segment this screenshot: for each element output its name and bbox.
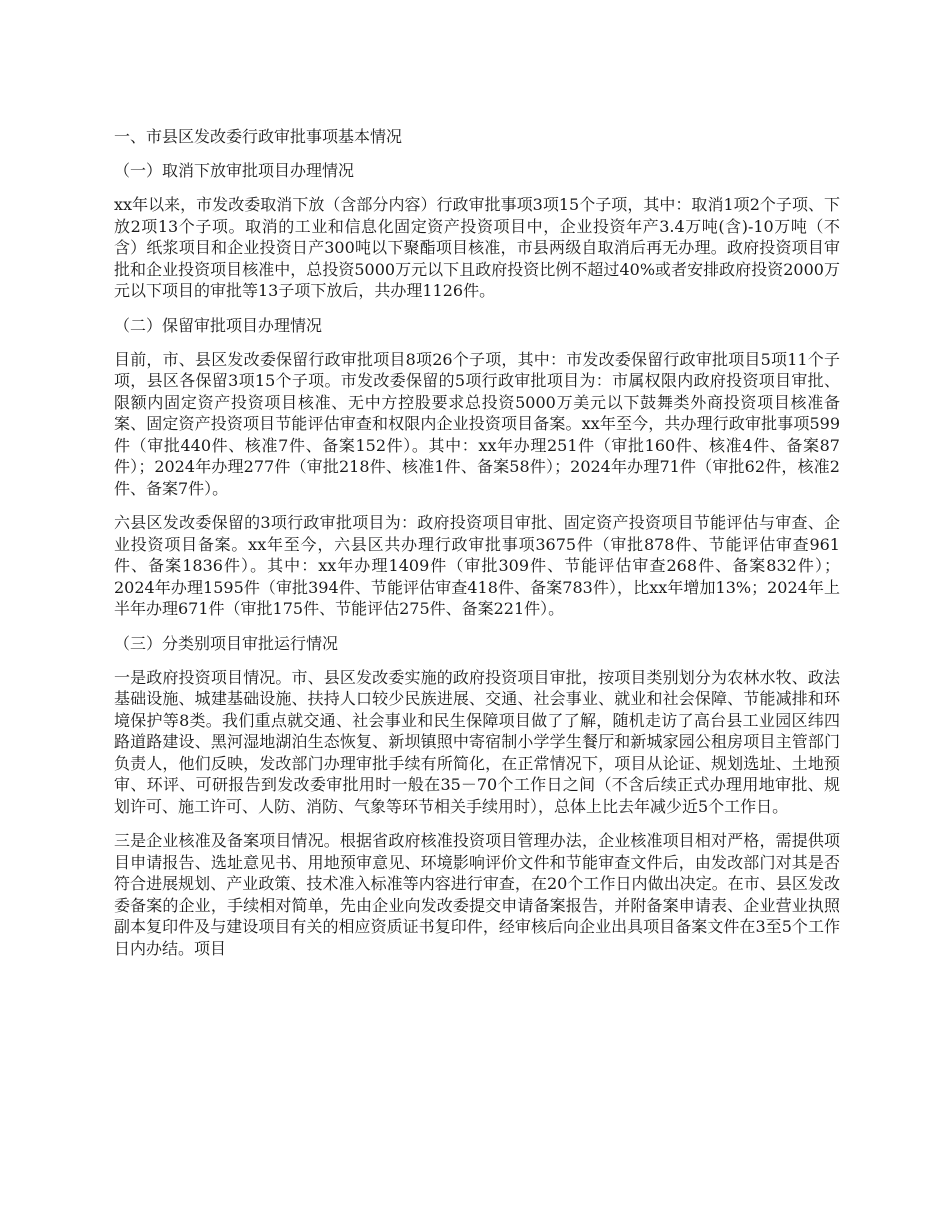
paragraph-1: xx年以来，市发改委取消下放（含部分内容）行政审批事项3项15个子项，其中：取消1项2个子项、下放2项13个子项。取消的工业和信息化固定资产投资项目中，企业投资年产3.4万吨(含)-10万吨（不含）纸浆项目和企业投资日产300吨以下聚酯项目核准，市县两级自取消后再无办理。政府投资项目审批和企业投资项目核准中，总投资5000万元以下且政府投资比例不超过40%或者安排政府投资2000万元以下项目的审批等13子项下放后，共办理1126件。	[114, 195, 840, 300]
paragraph-5: 三是企业核准及备案项目情况。根据省政府核准投资项目管理办法，企业核准项目相对严格，需提供项目申请报告、选址意见书、用地预审意见、环境影响评价文件和节能审查文件后，由发改部门对其是否符合进展规划、产业政策、技术准入标准等内容进行审查，在20个工作日内做出决定。在市、县区发改委备案的企业，手续相对简单，先由企业向发改委提交申请备案报告，并附备案申请表、企业营业执照副本复印件及与建设项目有关的相应资质证书复印件，经审核后向企业出具项目备案文件在3至5个工作日内办结。项目	[114, 831, 840, 958]
section-1-title: 一、市县区发改委行政审批事项基本情况	[114, 127, 403, 146]
document-page	[114, 126, 840, 972]
subsection-2-title: （二）保留审批项目办理情况	[114, 315, 323, 335]
paragraph-4: 一是政府投资项目情况。市、县区发改委实施的政府投资项目审批，按项目类别划分为农林水牧、政法基础设施、城建基础设施、扶持人口较少民族进展、交通、社会事业、就业和社会保障、节能减排和环境保护等8类。我们重点就交通、社会事业和民生保障项目做了了解，随机走访了高台县工业园区纬四路道路建设、黑河湿地湖泊生态恢复、新坝镇照中寄宿制小学学生餐厅和新城家园公租房项目主管部门负责人，他们反映，发改部门办理审批手续有所简化，在正常情况下，项目从论证、规划选址、土地预审、环评、可研报告到发改委审批用时一般在35－70个工作日之间（不含后续正式办理用地审批、规划许可、施工许可、人防、消防、气象等环节相关手续用时），总体上比去年减少近5个工作日。	[114, 667, 840, 816]
subsection-3-title: （三）分类别项目审批运行情况	[114, 633, 339, 653]
paragraph-2: 目前，市、县区发改委保留行政审批项目8项26个子项，其中：市发改委保留行政审批项目5项11个子项，县区各保留3项15个子项。市发改委保留的5项行政审批项目为：市属权限内政府投资项目审批、限额内固定资产投资项目核准、无中方控股要求总投资5000万美元以下鼓舞类外商投资项目核准备案、固定资产投资项目节能评估审查和权限内企业投资项目备案。xx年至今，共办理行政审批事项599件（审批440件、核准7件、备案152件）。其中：xx年办理251件（审批160件、核准4件、备案87件）；2024年办理277件（审批218件、核准1件、备案58件）；2024年办理71件（审批62件，核准2件、备案7件）。	[114, 349, 840, 498]
paragraph-3: 六县区发改委保留的3项行政审批项目为：政府投资项目审批、固定资产投资项目节能评估与审查、企业投资项目备案。xx年至今，六县区共办理行政审批事项3675件（审批878件、节能评估审查961件、备案1836件）。其中：xx年办理1409件（审批309件、节能评估审查268件、备案832件）；2024年办理1595件（审批394件、节能评估审查418件、备案783件），比xx年增加13%；2024年上半年办理671件（审批175件、节能评估275件、备案221件）。	[114, 513, 840, 618]
subsection-1-title: （一）取消下放审批项目办理情况	[114, 161, 355, 180]
